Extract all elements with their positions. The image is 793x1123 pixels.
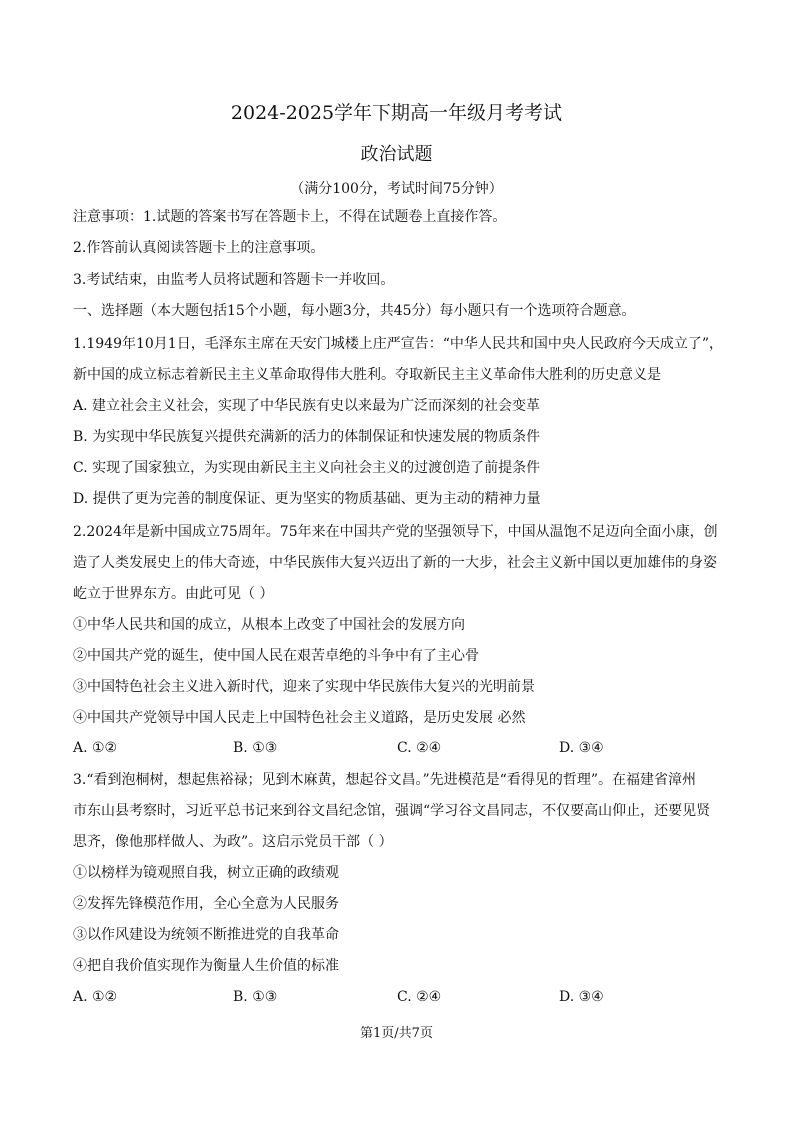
q3-option-b: B. ①③ [233,989,278,1005]
q3-option-c: C. ②④ [397,989,442,1005]
q3-statement-4: ④把自我价值实现作为衡量人生价值的标准 [73,958,339,974]
q1-option-c: C. 实现了国家独立，为实现由新民主主义向社会主义的过渡创造了前提条件 [73,460,541,476]
q2-stem-line-1: 2.2024年是新中国成立75周年。75年来在中国共产党的坚强领导下，中国从温饱不足迈向全面小康，创 [73,524,718,540]
q2-options [73,738,733,758]
q3-stem-line-3: 思齐，像他那样做人、为政”。这启示党员干部（ ） [73,834,393,850]
notice-1: 注意事项：1.试题的答案书写在答题卡上，不得在试题卷上直接作答。 [73,209,507,225]
q3-statement-3: ③以作风建设为统领不断推进党的自我革命 [73,927,339,943]
q2-option-c: C. ②④ [397,740,442,756]
subject-title: 政治试题 [360,144,433,165]
q3-stem-line-2: 市东山县考察时，习近平总书记来到谷文昌纪念馆，强调“学习谷文昌同志，不仅要高山仰止，还要见贤 [73,803,711,819]
q3-statement-1: ①以榜样为镜观照自我，树立正确的政绩观 [73,865,339,881]
q2-statement-1: ①中华人民共和国的成立，从根本上改变了中国社会的发展方向 [73,617,465,633]
q2-statement-4: ④中国共产党领导中国人民走上中国特色社会主义道路，是历史发展 必然 [73,710,526,726]
q2-option-a: A. ①② [73,740,118,756]
notice-3: 3.考试结束，由监考人员将试题和答题卡一并收回。 [73,272,395,288]
q1-option-b: B. 为实现中华民族复兴提供充满新的活力的体制保证和快速发展的物质条件 [73,429,541,445]
q1-option-a: A. 建立社会主义社会，实现了中华民族有史以来最为广泛而深刻的社会变革 [73,398,541,414]
q3-stem-line-1: 3.“看到泡桐树，想起焦裕禄；见到木麻黄，想起谷文昌。”先进模范是“看得见的哲理”。在福建省漳州 [73,772,696,788]
q2-stem-line-2: 造了人类发展史上的伟大奇迹，中华民族伟大复兴迈出了新的一大步，社会主义新中国以更加雄伟的身姿 [73,555,717,571]
q2-option-b: B. ①③ [233,740,278,756]
q2-stem-line-3: 屹立于世界东方。由此可见（ ） [73,586,274,602]
q2-option-d: D. ③④ [559,740,604,756]
exam-info: （满分100分，考试时间75分钟） [290,181,503,197]
exam-title: 2024-2025学年下期高一年级月考考试 [230,102,563,124]
q2-statement-2: ②中国共产党的诞生，使中国人民在艰苦卓绝的斗争中有了主心骨 [73,648,479,664]
q2-statement-3: ③中国特色社会主义进入新时代，迎来了实现中华民族伟大复兴的光明前景 [73,679,535,695]
q3-option-d: D. ③④ [559,989,604,1005]
q1-option-d: D. 提供了更为完善的制度保证、更为坚实的物质基础、更为主动的精神力量 [73,491,541,507]
q1-stem-line-2: 新中国的成立标志着新民主主义革命取得伟大胜利。夺取新民主主义革命伟大胜利的历史意义是 [73,367,661,383]
q3-option-a: A. ①② [73,989,118,1005]
notice-2: 2.作答前认真阅读答题卡上的注意事项。 [73,240,325,256]
page-number: 第1页/共7页 [360,1026,433,1041]
q3-statement-2: ②发挥先锋模范作用，全心全意为人民服务 [73,896,339,912]
section-heading: 一、选择题（本大题包括15个小题，每小题3分，共45分）每小题只有一个选项符合题意。 [73,303,636,319]
q1-stem-line-1: 1.1949年10月1日，毛泽东主席在天安门城楼上庄严宣告：“中华人民共和国中央人民政府今天成立了”， [73,336,724,352]
q3-options [73,987,733,1007]
